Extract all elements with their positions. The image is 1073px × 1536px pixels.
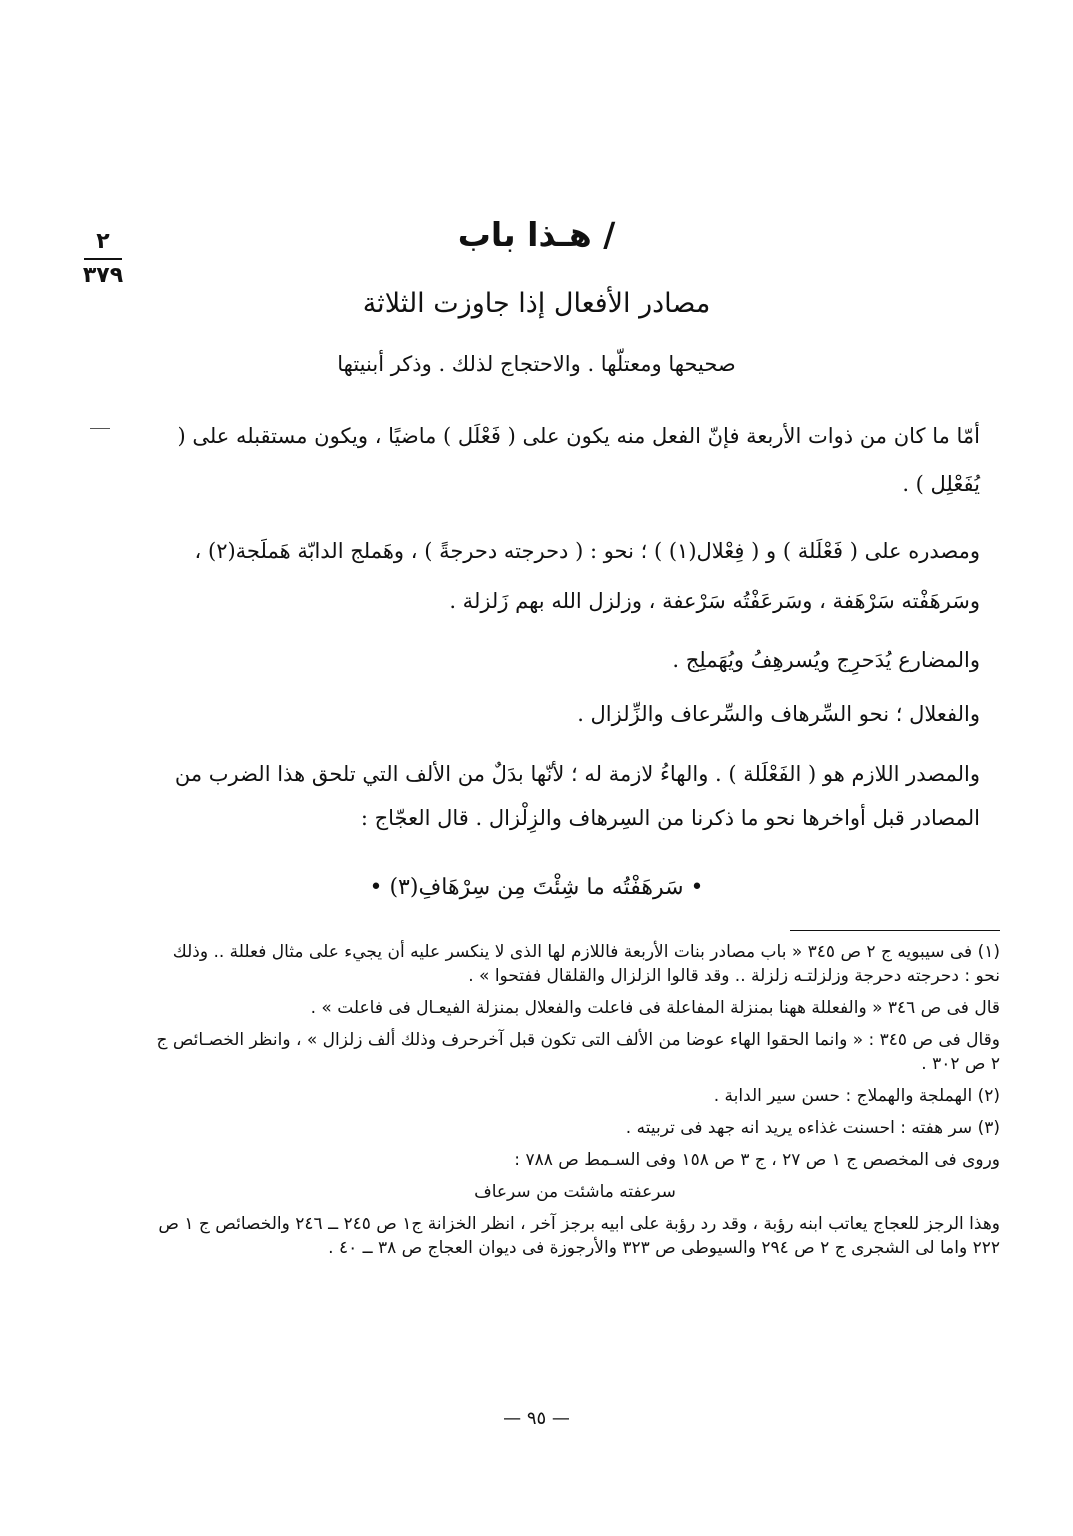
chapter-title: / هـذا باب: [457, 215, 616, 254]
paragraph-text: ومصدره على ( فَعْلَلة ) و ( فِعْلال(١) ) ؛ نحو : ( دحرجته دحرجةً ) ، وهَملج الدابّة هَملَجة(٢) ، وسَرهَفْته سَرْهَفة ، وسَرعَفْتُه سَرْعفة ، وزلزل الله بهم زَلزلة .: [194, 539, 980, 613]
page-number: — ٩٥ —: [503, 1408, 570, 1429]
footnote-3-source: وهذا الرجز للعجاج يعاتب ابنه رؤبة ، وقد رد رؤبة على ابيه برجز آخر ، انظر الخزانة ج١ ص ٢٤٥ ــ ٢٤٦ والخصائص ج ١ ص ٢٢٢ واما لى الشجرى ج ٢ ص ٢٩٤ والسيوطى ص ٣٢٣ والأرجوزة فى ديوان العجاج ص ٣٨ ــ ٤٠ .: [158, 1214, 1000, 1258]
footnote-2: (٢) الهملجة والهملاج : حسن سير الدابة .: [713, 1086, 1000, 1106]
footnote-separator: [790, 930, 1000, 931]
paragraph-text: والمضارع يُدَحرِج ويُسرهِفُ ويُهَملِج .: [672, 648, 980, 672]
footnote-1-cont-2: وقال فى ص ٣٤٥ : « وانما الحقوا الهاء عوضا من الألف التى تكون قبل آخرحرف وذلك ألف زلزال » ، وانظر الخصـائص ج ٢ ص ٣٠٢ .: [156, 1030, 1000, 1074]
footnotes: [150, 940, 1000, 1268]
marginal-volume-number: ٢: [84, 230, 122, 260]
footnote-1-cont: قال فى ص ٣٤٦ « والفعللة ههنا بمنزلة المفاعلة فى فاعلت والفعلال بمنزلة الفيعـال فى فاعلت » .: [310, 998, 1000, 1018]
paragraph-2: [150, 526, 980, 626]
marginal-page-number: ٣٧٩: [82, 263, 124, 289]
paragraph-5: [150, 752, 980, 840]
paragraph-4: [150, 694, 980, 734]
paragraph-text: أمّا ما كان من ذوات الأربعة فإنّ الفعل منه يكون على ( فَعْلَل ) ماضيًا ، ويكون مستقبله على ( يُفَعْلِل ) .: [177, 424, 980, 496]
paragraph-text: والفعلال ؛ نحو السِّرهاف والسِّرعاف والزِّلزال .: [577, 702, 980, 726]
footnote-1: (١) فى سيبويه ج ٢ ص ٣٤٥ « باب مصادر بنات الأربعة فاللازم لها الذى لا ينكسر عليه أن يجيء على مثال فعللة .. وذلك نحو : دحرجته دحرجة وزلزلتـه زلزلة .. وقد قالوا الزلزال والقلقال ففتحوا » .: [172, 942, 1000, 986]
section-subheading: صحيحها ومعتلّها . والاحتجاج لذلك . وذكر أبنيتها: [337, 352, 736, 376]
paragraph-3: [150, 640, 980, 680]
margin-dash: [90, 428, 110, 429]
paragraph-text: والمصدر اللازم هو ( الفَعْلَلة ) . والهاءُ لازمة له ؛ لأنّها بدَلٌ من الألف التي تلحق هذا الضرب من المصادر قبل أواخرها نحو ما ذكرنا من السِرهاف والزِلْزال . قال العجّاج :: [174, 762, 980, 830]
section-heading: مصادر الأفعال إذا جاوزت الثلاثة: [362, 288, 711, 319]
footnote-3-verse: سرعفته ماشئت من سرعاف: [474, 1182, 676, 1202]
paragraph-1: [150, 412, 980, 508]
poetry-verse: • سَرهَفْتُه ما شِئْتَ مِن سِرْهَافِ(٣) •: [369, 875, 704, 900]
footnote-3-variant: وروى فى المخصص ج ١ ص ٢٧ ، ج ٣ ص ١٥٨ وفى السـمط ص ٧٨٨ :: [514, 1150, 1000, 1170]
footnote-3: (٣) سر هفته : احسنت غذاءه يريد انه جهد فى تربيته .: [625, 1118, 1000, 1138]
